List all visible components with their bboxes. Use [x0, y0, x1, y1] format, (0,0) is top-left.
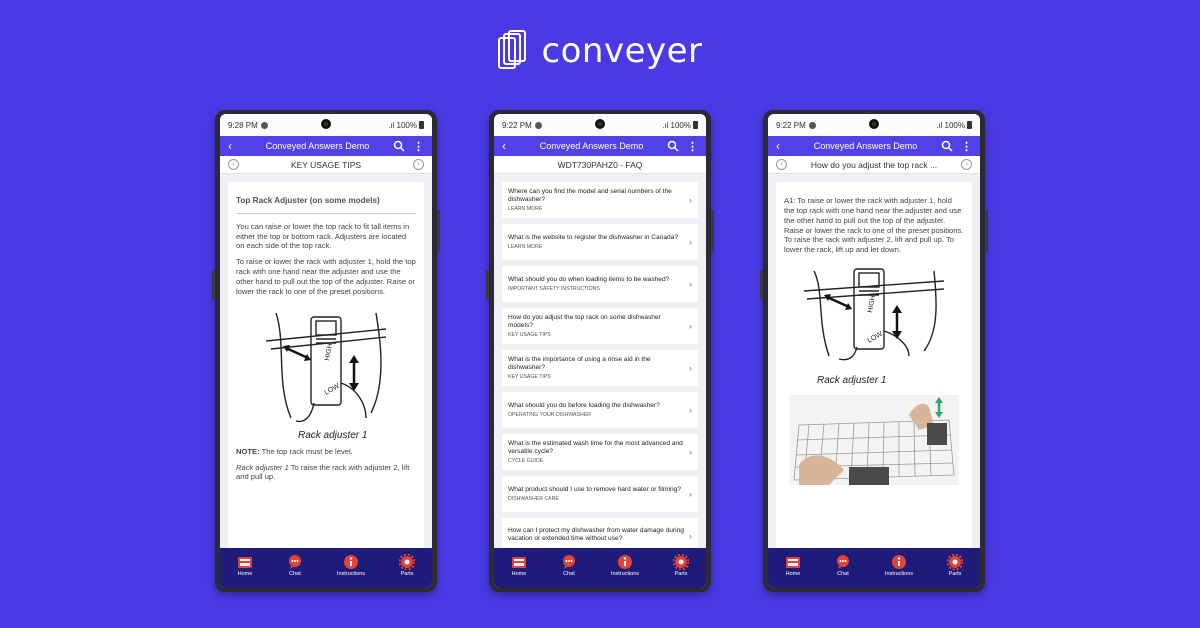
nav-parts[interactable] [673, 554, 689, 577]
prev-icon[interactable]: ‹ [776, 159, 787, 170]
battery-icon [419, 121, 424, 129]
back-icon[interactable]: ‹ [502, 139, 506, 153]
search-icon[interactable] [393, 140, 405, 152]
chevron-right-icon: › [689, 279, 692, 289]
phone-screen [494, 114, 706, 588]
signal-icon: .ıl [388, 120, 395, 130]
sub-header [494, 156, 706, 174]
app-title: Conveyed Answers Demo [813, 141, 918, 151]
answer-card [776, 182, 972, 548]
chevron-right-icon: › [689, 321, 692, 331]
content-area [768, 174, 980, 548]
app-title: Conveyed Answers Demo [539, 141, 644, 151]
status-time: 9:22 PM [776, 120, 806, 130]
nav-label: Instructions [610, 570, 640, 577]
search-icon[interactable] [667, 140, 679, 152]
info-icon [617, 554, 633, 570]
article-heading: Top Rack Adjuster (on some models) [236, 196, 416, 214]
home-icon [785, 554, 801, 570]
chevron-right-icon: › [689, 531, 692, 541]
faq-item[interactable] [502, 350, 698, 386]
nav-home[interactable] [785, 554, 801, 577]
nav-parts[interactable] [947, 554, 963, 577]
faq-category: LEARN MORE [508, 244, 543, 251]
section-title: WDT730PAHZ0 - FAQ [557, 159, 643, 170]
rack-adjuster-illustration [799, 261, 949, 391]
chat-icon [835, 554, 851, 570]
faq-item[interactable] [502, 434, 698, 470]
nav-label: Parts [400, 570, 414, 577]
app-bar [494, 136, 706, 156]
content-area [220, 174, 432, 548]
faq-category: CYCLE GUIDE [508, 458, 544, 465]
phone-screen [768, 114, 980, 588]
svg-text:LOW: LOW [866, 330, 884, 345]
answer-text: A1: To raise or lower the rack with adjuster 1, hold the top rack with one hand near the adjuster and use the other hand to pull out the top of the adjuster. Raise or lower the rack to one of the preset positions. To raise the rack with adjuster 2, lift and pull up. To lower the rack, lift up and let down. [784, 196, 964, 255]
nav-label: Chat [289, 570, 301, 577]
faq-item[interactable] [502, 518, 698, 548]
nav-label: Home [785, 570, 801, 577]
bottom-nav [768, 548, 980, 580]
nav-label: Instructions [884, 570, 914, 577]
conveyer-logo-icon [497, 30, 527, 72]
nav-label: Parts [674, 570, 688, 577]
faq-list [502, 182, 698, 548]
paragraph-text: To raise the rack with adjuster 2, lift and pull up. [236, 462, 410, 482]
gear-icon [947, 554, 963, 570]
article-paragraph: You can raise or lower the top rack to fit tall items in either the top or bottom rack. Adjusters are located on each side of the top rack. [236, 221, 410, 251]
notification-icon [809, 122, 816, 129]
emphasis-text: Rack adjuster 1 [236, 462, 289, 472]
faq-text [508, 440, 685, 464]
nav-home[interactable] [237, 554, 253, 577]
nav-instructions[interactable] [611, 554, 639, 577]
svg-text:HIGH: HIGH [867, 295, 878, 314]
faq-question: What should you do before loading the dishwasher? [508, 401, 660, 409]
phone-2 [489, 110, 711, 592]
section-title: How do you adjust the top rack ... [810, 159, 938, 170]
faq-text [508, 188, 685, 212]
chevron-right-icon: › [689, 405, 692, 415]
bottom-nav [220, 548, 432, 580]
note-text: The top rack must be level. [259, 446, 353, 456]
faq-item[interactable] [502, 392, 698, 428]
content-area [494, 174, 706, 548]
rack-photo-illustration [789, 395, 959, 485]
faq-question: What is the website to register the dishwasher in Canada? [508, 233, 679, 241]
faq-text [508, 356, 685, 380]
more-menu-icon[interactable]: ⋮ [687, 140, 698, 153]
battery-level: 100% [396, 120, 417, 130]
prev-icon[interactable]: ‹ [228, 159, 239, 170]
home-icon [237, 554, 253, 570]
nav-label: Chat [837, 570, 849, 577]
brand-header [0, 30, 1200, 72]
nav-parts[interactable] [399, 554, 415, 577]
battery-level: 100% [944, 120, 965, 130]
more-menu-icon[interactable]: ⋮ [961, 140, 972, 153]
phone-1 [215, 110, 437, 592]
phone-screen [220, 114, 432, 588]
section-title: KEY USAGE TIPS [290, 159, 362, 170]
faq-text [508, 486, 685, 502]
faq-item[interactable] [502, 182, 698, 218]
next-icon[interactable]: › [413, 159, 424, 170]
sub-header [768, 156, 980, 174]
figure-caption: Rack adjuster 1 [817, 375, 887, 387]
chat-icon [561, 554, 577, 570]
camera-icon [869, 119, 879, 129]
chevron-right-icon: › [689, 489, 692, 499]
svg-text:LOW: LOW [323, 382, 341, 397]
battery-icon [693, 121, 698, 129]
camera-icon [595, 119, 605, 129]
article-card [228, 182, 424, 548]
note-paragraph [236, 447, 416, 457]
home-indicator [494, 580, 706, 588]
faq-category: DISHWASHER CARE [508, 496, 559, 503]
camera-icon [321, 119, 331, 129]
status-time: 9:28 PM [228, 120, 258, 130]
faq-category: IMPORTANT SAFETY INSTRUCTIONS [508, 286, 600, 293]
signal-icon: .ıl [662, 120, 669, 130]
back-icon[interactable]: ‹ [776, 139, 780, 153]
faq-question: What product should I use to remove hard water or filming? [508, 485, 681, 493]
figure-caption: Rack adjuster 1 [298, 429, 368, 441]
nav-label: Home [237, 570, 253, 577]
chevron-right-icon: › [689, 447, 692, 457]
nav-chat[interactable] [835, 554, 851, 577]
faq-text [508, 276, 685, 292]
faq-category: KEY USAGE TIPS [508, 374, 551, 381]
nav-chat[interactable] [561, 554, 577, 577]
article-paragraph: To raise or lower the rack with adjuster 1, hold the top rack with one hand near the adjuster and use the other hand to pull out the top of the adjuster. Raise or lower the rack to one of the preset positions. [236, 257, 416, 296]
status-bar [494, 114, 706, 136]
nav-label: Home [511, 570, 527, 577]
rack-adjuster-illustration [256, 303, 396, 443]
status-time: 9:22 PM [502, 120, 532, 130]
brand-name: conveyer [541, 31, 703, 71]
app-bar [768, 136, 980, 156]
note-label: NOTE: [236, 446, 260, 456]
faq-category: KEY USAGE TIPS [508, 332, 551, 339]
nav-label: Chat [563, 570, 575, 577]
nav-home[interactable] [511, 554, 527, 577]
faq-text [508, 527, 685, 545]
info-icon [891, 554, 907, 570]
article-paragraph [236, 463, 416, 483]
faq-question: How can I protect my dishwasher from water damage during vacation or extended time without use? [508, 526, 684, 542]
faq-question: What should you do when loading items to be washed? [508, 275, 670, 283]
battery-level: 100% [670, 120, 691, 130]
back-icon[interactable]: ‹ [228, 139, 232, 153]
faq-item[interactable] [502, 476, 698, 512]
signal-icon: .ıl [936, 120, 943, 130]
faq-item[interactable] [502, 308, 698, 344]
chat-icon [287, 554, 303, 570]
svg-text:HIGH: HIGH [324, 342, 335, 362]
notification-icon [535, 122, 542, 129]
nav-instructions[interactable] [885, 554, 913, 577]
home-indicator [220, 580, 432, 588]
chevron-right-icon: › [689, 363, 692, 373]
nav-instructions[interactable] [337, 554, 365, 577]
battery-icon [967, 121, 972, 129]
faq-text [508, 314, 685, 338]
chevron-right-icon: › [689, 195, 692, 205]
faq-item[interactable] [502, 224, 698, 260]
notification-icon [261, 122, 268, 129]
nav-chat[interactable] [287, 554, 303, 577]
faq-text [508, 234, 685, 250]
nav-label: Instructions [336, 570, 366, 577]
bottom-nav [494, 548, 706, 580]
home-indicator [768, 580, 980, 588]
app-bar [220, 136, 432, 156]
faq-item[interactable] [502, 266, 698, 302]
faq-category: LEARN MORE [508, 206, 543, 213]
faq-question: How do you adjust the top rack on some dishwasher models? [508, 313, 661, 329]
home-icon [511, 554, 527, 570]
more-menu-icon[interactable]: ⋮ [413, 140, 424, 153]
faq-category: OPERATING YOUR DISHWASHER [508, 412, 591, 419]
chevron-right-icon: › [689, 237, 692, 247]
info-icon [343, 554, 359, 570]
status-bar [768, 114, 980, 136]
status-bar [220, 114, 432, 136]
sub-header [220, 156, 432, 174]
gear-icon [673, 554, 689, 570]
faq-question: Where can you find the model and serial numbers of the dishwasher? [508, 187, 672, 203]
faq-question: What is the importance of using a rinse aid in the dishwasher? [508, 355, 651, 371]
gear-icon [399, 554, 415, 570]
next-icon[interactable]: › [961, 159, 972, 170]
phone-3 [763, 110, 985, 592]
faq-question: What is the estimated wash time for the most advanced and versatile cycle? [508, 439, 683, 455]
faq-text [508, 402, 685, 418]
search-icon[interactable] [941, 140, 953, 152]
app-title: Conveyed Answers Demo [265, 141, 370, 151]
nav-label: Parts [948, 570, 962, 577]
